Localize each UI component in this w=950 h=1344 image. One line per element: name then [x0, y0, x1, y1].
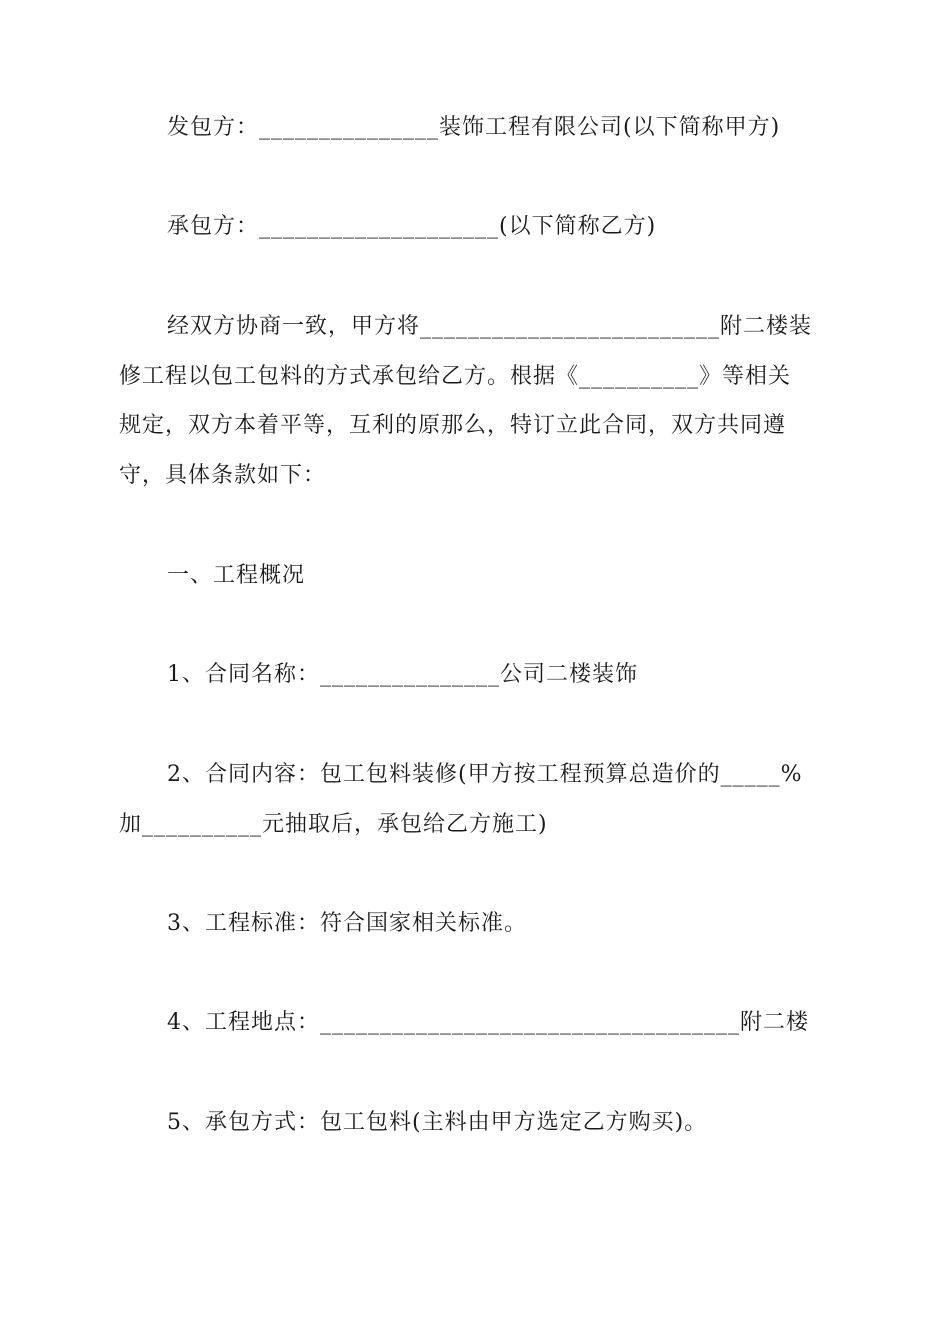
section-1-title: 一、工程概况	[167, 563, 306, 588]
item-5: 5、承包方式：包工包料(主料由甲方选定乙方购买)。	[167, 1110, 708, 1135]
item-3: 3、工程标准：符合国家相关标准。	[167, 911, 527, 936]
intro-line-3: 规定，双方本着平等，互利的原那么，特订立此合同，双方共同遵	[119, 413, 787, 438]
party-b-line: 承包方：____________________(以下简称乙方)	[167, 214, 657, 239]
item-2-line-1: 2、合同内容：包工包料装修(甲方按工程预算总造价的_____%	[167, 762, 803, 787]
intro-line-4: 守，具体条款如下：	[119, 463, 327, 488]
intro-line-1: 经双方协商一致，甲方将_________________________附二楼装	[167, 314, 813, 339]
item-4: 4、工程地点：___________________________________附二楼	[167, 1010, 809, 1035]
item-1: 1、合同名称：_______________公司二楼装饰	[167, 662, 638, 687]
party-a-line: 发包方：_______________装饰工程有限公司(以下简称甲方)	[167, 115, 781, 140]
item-2-line-2: 加__________元抽取后，承包给乙方施工)	[119, 812, 548, 837]
intro-line-2: 修工程以包工包料的方式承包给乙方。根据《__________》等相关	[119, 364, 792, 389]
